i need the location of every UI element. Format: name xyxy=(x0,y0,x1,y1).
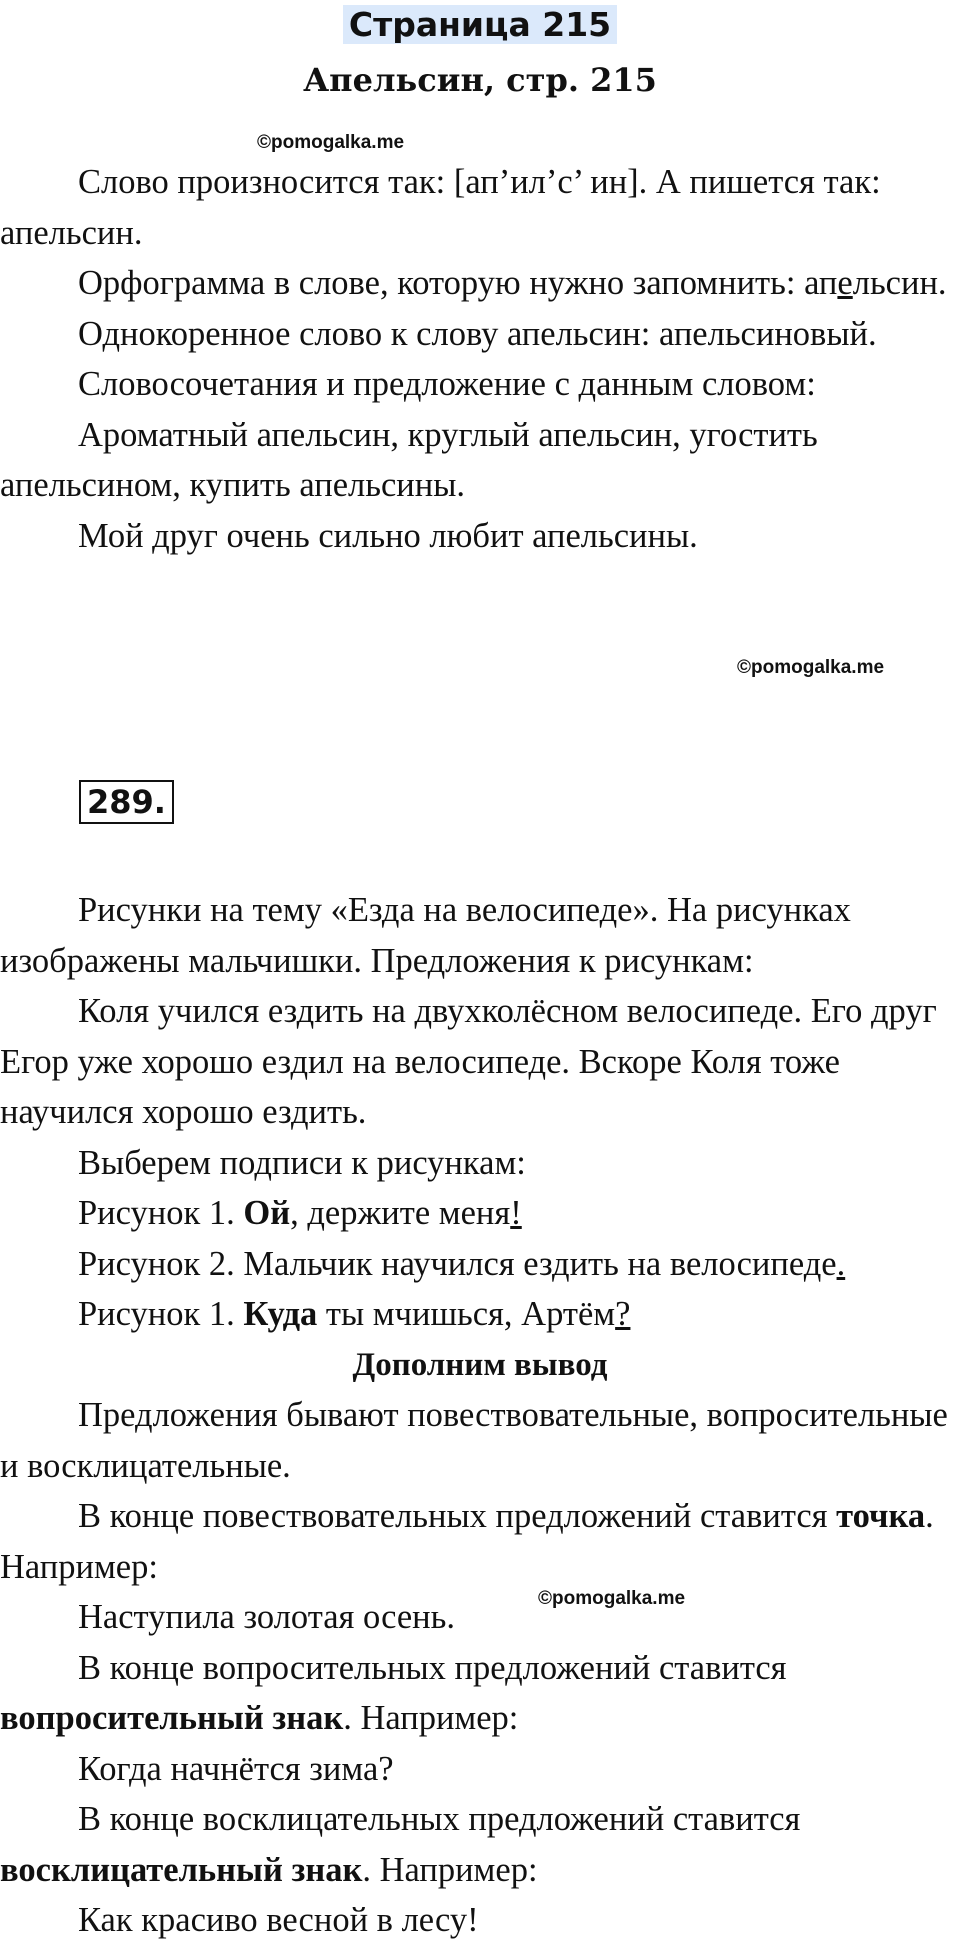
orthogram-word-start: ап xyxy=(804,264,838,302)
declarative-lead: В конце повествовательных предложений ставится xyxy=(78,1497,837,1535)
caption-1-prefix: Рисунок 1. xyxy=(78,1194,244,1232)
paragraph-exclamatory xyxy=(0,1794,960,1895)
caption-2-text: Рисунок 2. Мальчик научился ездить на велосипеде xyxy=(78,1244,837,1283)
watermark: ©pomogalka.me xyxy=(737,657,885,678)
caption-1-mark: ! xyxy=(510,1194,522,1232)
paragraph-sentence: Мой друг очень сильно любит апельсины. xyxy=(78,516,698,555)
caption-3-text: ты мчишься, Артём xyxy=(317,1295,616,1333)
page-label-text: Страница 215 xyxy=(343,5,617,44)
caption-3-prefix: Рисунок 1. xyxy=(78,1295,244,1333)
paragraph-phrases-intro: Словосочетания и предложение с данным словом: xyxy=(78,365,816,403)
paragraph-pronunciation: Слово произносится так: [ап’ил’с’ ин]. А пишется так: апельсин. xyxy=(0,163,881,252)
example-declarative: Наступила золотая осень. xyxy=(78,1598,456,1636)
interrogative-lead: В конце вопросительных предложений ставится xyxy=(78,1648,787,1687)
paragraph-declarative xyxy=(0,1491,960,1592)
exclamatory-tail: . Например: xyxy=(362,1850,538,1889)
caption-2-mark: . xyxy=(836,1244,846,1283)
page-subtitle: Апельсин, стр. 215 xyxy=(303,61,657,99)
watermark: ©pomogalka.me xyxy=(538,1588,686,1609)
section-apelsin xyxy=(0,157,960,561)
exclamatory-lead: В конце восклицательных предложений ставится xyxy=(78,1800,801,1838)
page-label xyxy=(0,2,960,48)
caption-3-mark: ? xyxy=(615,1295,631,1333)
conclusion-heading: Дополним вывод xyxy=(352,1346,608,1383)
orthogram-word-end: льсин. xyxy=(852,264,947,302)
caption-1-bold: Ой xyxy=(243,1194,291,1232)
interrogative-term: вопросительный знак xyxy=(0,1699,344,1737)
caption-1-text: , держите меня xyxy=(290,1194,511,1232)
watermark: ©pomogalka.me xyxy=(257,132,405,153)
interrogative-tail: . Например: xyxy=(343,1699,519,1737)
caption-1 xyxy=(0,1188,960,1239)
paragraph-topic: Рисунки на тему «Езда на велосипеде». На рисунках изображены мальчишки. Предложения к рисункам: xyxy=(0,891,851,980)
orthogram-letter: е xyxy=(837,264,853,302)
caption-2 xyxy=(0,1239,960,1290)
paragraph-sentence-types: Предложения бывают повествовательные, вопросительные и восклицательные. xyxy=(0,1396,948,1485)
paragraph-related-word: Однокоренное слово к слову апельсин: апельсиновый. xyxy=(78,314,877,353)
declarative-tail: . Например: xyxy=(0,1497,934,1586)
caption-3-bold: Куда xyxy=(243,1295,318,1333)
paragraph-orthogram xyxy=(0,258,960,309)
example-exclamatory: Как красиво весной в лесу! xyxy=(78,1901,479,1939)
example-interrogative: Когда начнётся зима? xyxy=(78,1749,394,1788)
caption-3 xyxy=(0,1289,960,1340)
paragraph-phrases: Ароматный апельсин, круглый апельсин, угостить апельсином, купить апельсины. xyxy=(0,415,818,504)
paragraph-story: Коля учился ездить на двухколёсном велосипеде. Его друг Егор уже хорошо ездил на велосипеде. Вскоре Коля тоже научился хорошо ездить. xyxy=(0,992,937,1131)
paragraph-interrogative xyxy=(0,1643,960,1744)
paragraph-captions-intro: Выберем подписи к рисункам: xyxy=(78,1143,526,1182)
declarative-term: точка xyxy=(836,1497,926,1535)
task-number-box: 289. xyxy=(79,780,174,824)
section-exercise-289 xyxy=(0,885,960,1946)
orthogram-lead: Орфограмма в слове, которую нужно запомнить: xyxy=(78,264,805,302)
exclamatory-term: восклицательный знак xyxy=(0,1850,363,1889)
